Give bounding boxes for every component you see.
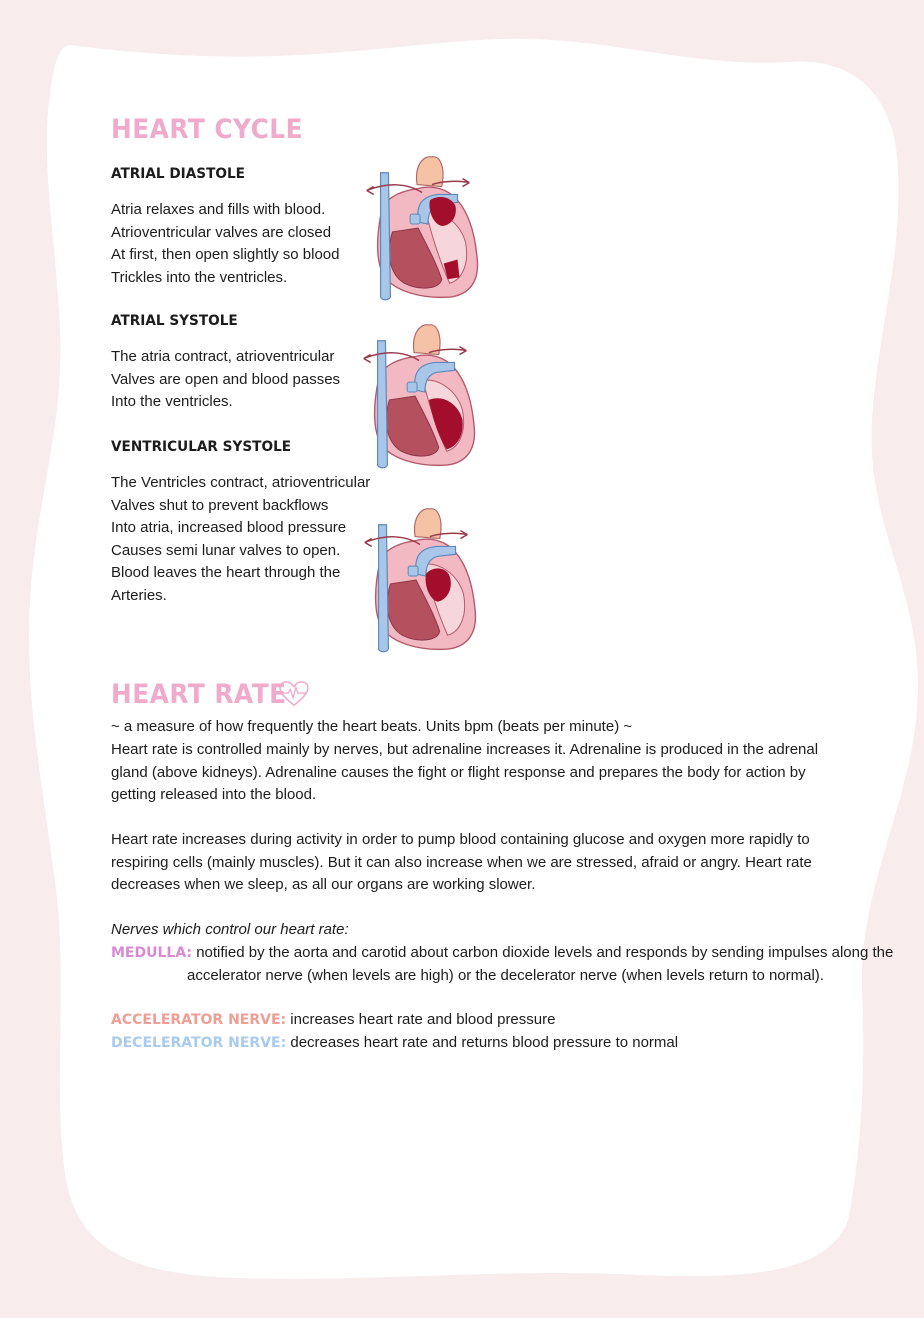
nerve-label-accelerator: ACCELERATOR NERVE: <box>111 1012 287 1028</box>
stage-text-atrial-systole: The atria contract, atrioventricular Valves are open and blood passes Into the ventricles. <box>111 348 341 411</box>
heart-diagram-icon <box>362 153 482 301</box>
stage-heading-ventricular-systole: VENTRICULAR SYSTOLE <box>111 439 292 455</box>
heart-rate-paragraph-1: Heart rate is controlled mainly by nerves, but adrenaline increases it. Adrenaline is produced in the adrenal gland (above kidneys). Adrenaline causes the fight or flight response and prepares the body for action by getting released into the blood. <box>111 741 819 804</box>
nerve-text-decelerator: decreases heart rate and returns blood pressure to normal <box>290 1034 679 1051</box>
nerve-medulla <box>111 942 897 987</box>
nerve-label-medulla: MEDULLA: <box>111 945 193 961</box>
heart-rate-definition: ~ a measure of how frequently the heart beats. Units bpm (beats per minute) ~ <box>111 718 633 735</box>
nerve-label-decelerator: DECELERATOR NERVE: <box>111 1035 287 1051</box>
stage-heading-atrial-systole: ATRIAL SYSTOLE <box>111 313 238 329</box>
heart-diagram-icon <box>359 321 479 469</box>
nerves-intro: Nerves which control our heart rate: <box>111 921 349 938</box>
nerve-text-medulla: notified by the aorta and carotid about carbon dioxide levels and responds by sending impulses along the accelerator nerve (when levels are high) or the decelerator nerve (when levels return to normal). <box>187 944 894 984</box>
stage-text-atrial-diastole: Atria relaxes and fills with blood. Atrioventricular valves are closed At first, then open slightly so blood Trickles into the ventricles. <box>111 201 340 286</box>
stage-text-ventricular-systole: The Ventricles contract, atrioventricular Valves shut to prevent backflows Into atria, increased blood pressure Causes semi lunar valves to open. Blood leaves the heart through the Arteries. <box>111 474 371 604</box>
nerve-decelerator <box>111 1032 821 1055</box>
nerve-text-accelerator: increases heart rate and blood pressure <box>290 1011 556 1028</box>
stage-heading-atrial-diastole: ATRIAL DIASTOLE <box>111 166 245 182</box>
heart-rate-title <box>111 679 287 710</box>
heartbeat-icon <box>278 680 310 708</box>
heart-rate-paragraph-2: Heart rate increases during activity in order to pump blood containing glucose and oxygen more rapidly to respiring cells (mainly muscles). But it can also increase when we are stressed, afraid or angry. Heart rate decreases when we sleep, as all our organs are working slower. <box>111 831 812 894</box>
nerve-accelerator <box>111 1009 821 1032</box>
heart-cycle-title: HEART CYCLE <box>111 114 304 145</box>
heart-rate-title-text: HEART RATE <box>111 679 287 710</box>
heart-diagram-icon <box>360 505 480 653</box>
